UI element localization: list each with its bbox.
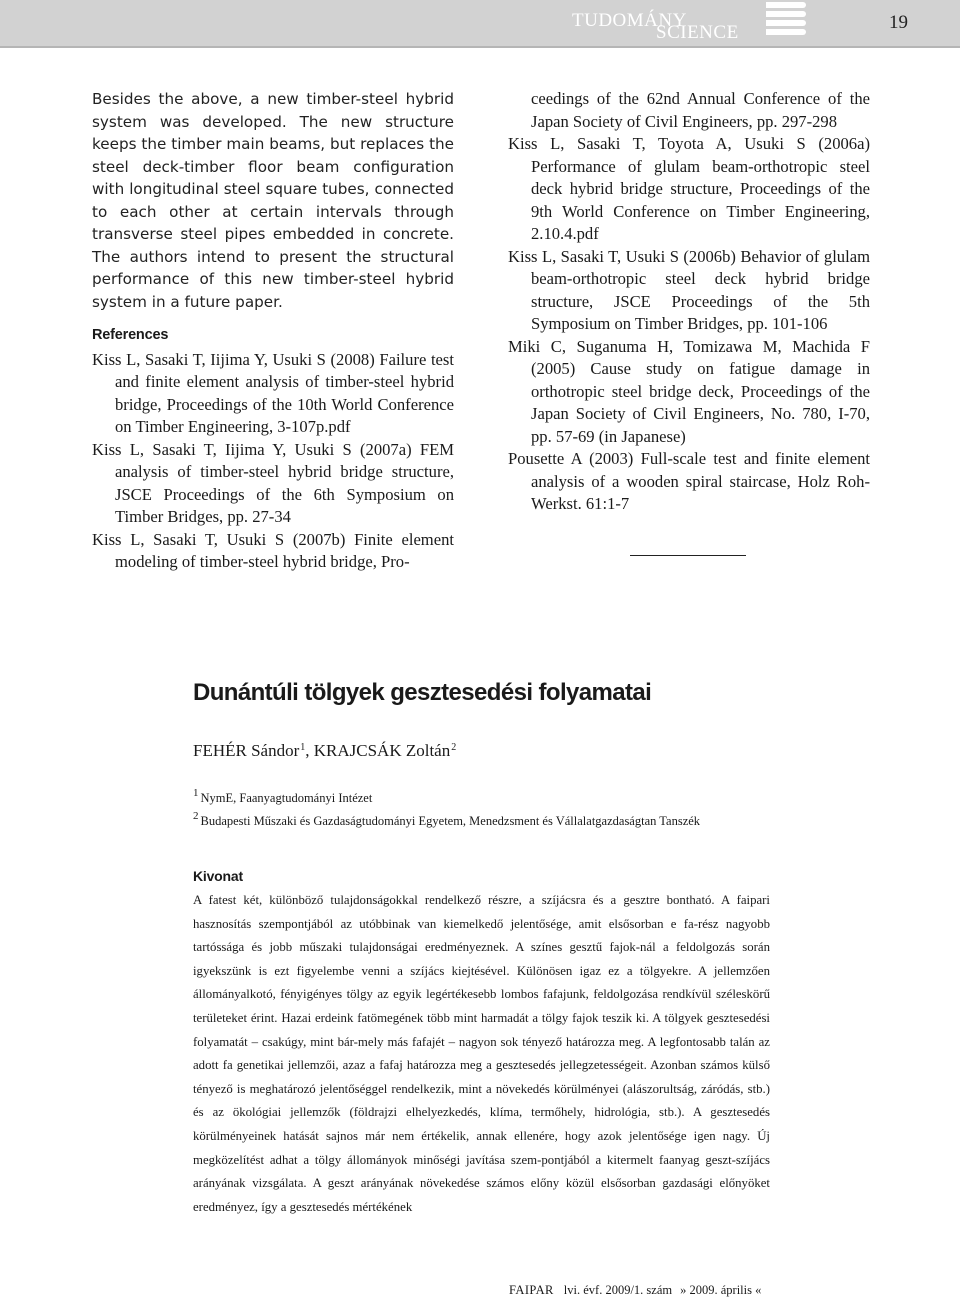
reference-item: Miki C, Suganuma H, Tomizawa M, Machida F (2005) Cause study on fatigue damage in orthotropic steel bridge deck, Proceedings of the Japan Society of Civil Engineers, No. 780, I-70, pp. 57-69 (in Japanese) <box>508 336 870 446</box>
section-title <box>572 6 772 46</box>
reference-item: Pousette A (2003) Full-scale test and finite element analysis of a wooden spiral staircase, Holz Roh-Werkst. 61:1-7 <box>508 449 870 513</box>
closing-paragraph: Besides the above, a new timber-steel hybrid system was developed. The new structure keeps the timber main beams, but replaces the steel deck-timber floor beam configuration with longitudinal steel square tubes, connected to each other at certain intervals through transverse steel pipes embedded in concrete. The authors intend to present the structural performance of this new timber-steel hybrid system in a future paper. <box>92 90 454 311</box>
reference-item: Kiss L, Sasaki T, Toyota A, Usuki S (2006a) Performance of glulam beam-orthotropic steel deck hybrid bridge structure, Proceedings of the 9th World Conference on Timber Engineering, 2.10.4.pdf <box>508 134 870 243</box>
stripes-decoration-icon <box>766 2 806 44</box>
references-heading: References <box>92 327 169 343</box>
header-band <box>0 0 960 46</box>
abstract-body: A fatest két, különböző tulajdonságokkal rendelkező részre, a szíjácsra és a gesztre bontható. A faipari hasznosítás szempontjából az utóbbinak van kiemelkedő jelentősége, amit elsősorban e fa-rész nagyobb tartóssága és jobb műszaki tulajdonságai eredményeznek. A színes gesztű fajok-nál a feldolgozás során igyekszünk is ezt figyelembe venni a szíjács kiejtésével. Különösen igaz ez a tölgyekre. A jellemzően állományalkotó, fényigényes tölgy az egyik legértékesebb lombos fafajunk, feldolgozása rendkívül széleskörű területeket érint. Hazai erdeink fatömegének több mint harmadát a tölgy fajok teszik ki. A tölgyek gesztesedési folyamatát – csakúgy, mint bár-mely más fafajét – nagyon sok tényező határozza meg. A legfontosabb talán az adott fa genetikai jellemzői, azaz a fafaj határozza meg a gesztesedés jellegzetességeit. Azonban számos külső tényező is meghatározó jelentőséggel rendelkezik, mint a növekedés körülményei (alászorultság, záródás, stb.) és az ökológiai jellemzők (földrajzi elhelyezkedés, klíma, termőhely, hidrológia, stb.). A gesztesedés körülményeinek hatását sajnos már nem értékelik, annak ellenére, hogy azok jelentősége igen nagy. Új megközelítést adhat a tölgy állományok minőségi javítása szem-pontjából a kitermelt faanyag geszt-szíjács arányának vizsgálata. A geszt arányának növekedése számos előny közül elsősorban gazdasági előnyöket eredményez, így a gesztesedés mértékének <box>193 893 770 1214</box>
journal-date: » 2009. április « <box>680 1283 762 1297</box>
reference-item: Kiss L, Sasaki T, Usuki S (2006b) Behavior of glulam beam-orthotropic steel deck hybrid bridge structure, JSCE Proceedings of the 5th Symposium on Timber Bridges, pp. 101-106 <box>508 246 870 333</box>
author-separator: , <box>305 741 314 760</box>
affiliation-number: 1 <box>193 787 199 799</box>
article-title: Dunántúli tölgyek gesztesedési folyamatai <box>193 679 652 706</box>
author-affiliation-marker: 2 <box>451 742 457 753</box>
author-name: FEHÉR Sándor <box>193 741 300 760</box>
abstract-heading: Kivonat <box>193 868 243 884</box>
right-column <box>508 88 870 556</box>
header-divider <box>0 46 960 48</box>
affiliation-text: NymE, Faanyagtudományi Intézet <box>200 791 373 805</box>
reference-item: Kiss L, Sasaki T, Iijima Y, Usuki S (2008) Failure test and finite element analysis of timber-steel hybrid bridge, Proceedings of the 10th World Conference on Timber Engineering, 3-107p.pdf <box>92 349 454 436</box>
affiliation-number: 2 <box>193 810 199 822</box>
author-affiliation-marker: 1 <box>300 742 306 753</box>
section-title-hungarian: TUDOMÁNY <box>572 10 687 31</box>
journal-volume: lvi. évf. 2009/1. szám <box>563 1283 673 1297</box>
reference-continuation: ceedings of the 62nd Annual Conference of the Japan Society of Civil Engineers, pp. 297-298 <box>531 89 870 131</box>
section-title-english: SCIENCE <box>656 22 739 43</box>
author-line <box>193 741 456 761</box>
page-footer <box>509 1283 761 1298</box>
article-end-rule <box>630 555 746 556</box>
journal-name: FAIPAR <box>509 1283 554 1297</box>
author-name: KRAJCSÁK Zoltán <box>313 741 451 760</box>
left-column <box>92 88 454 574</box>
affiliation <box>193 810 701 829</box>
reference-item: Kiss L, Sasaki T, Iijima Y, Usuki S (2007a) FEM analysis of timber-steel hybrid bridge structure, JSCE Proceedings of the 6th Symposium on Timber Bridges, pp. 27-34 <box>92 439 454 526</box>
page-number: 19 <box>889 12 908 33</box>
affiliation-text: Budapesti Műszaki és Gazdaságtudományi Egyetem, Menedzsment és Vállalatgazdaságtan Tanszék <box>200 814 701 828</box>
affiliation <box>193 787 373 806</box>
reference-item: Kiss L, Sasaki T, Usuki S (2007b) Finite element modeling of timber-steel hybrid bridge, Pro- <box>92 529 454 571</box>
